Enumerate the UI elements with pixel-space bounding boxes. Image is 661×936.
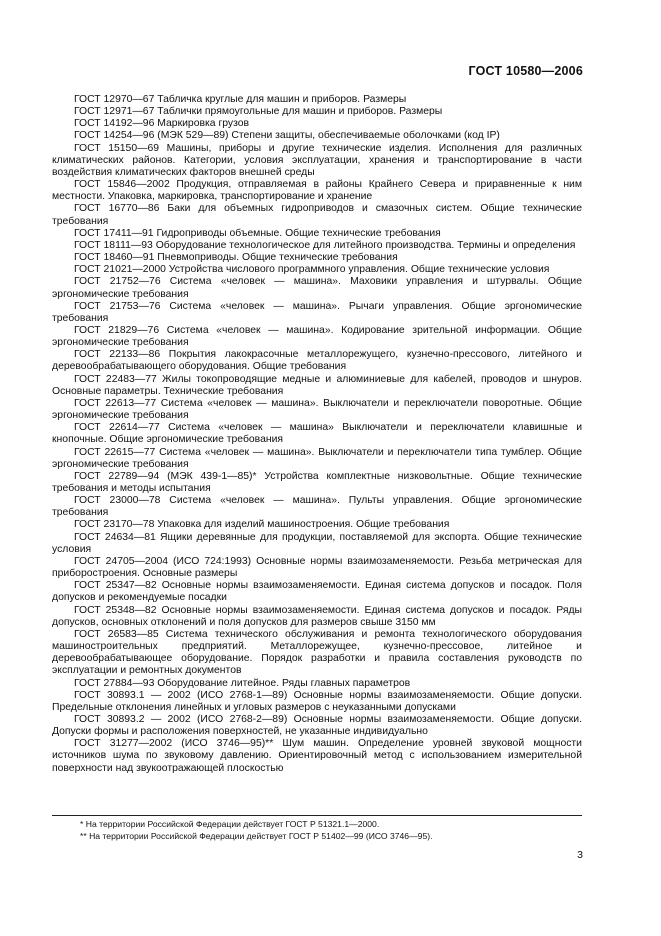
reference-paragraph: ГОСТ 16770—86 Баки для объемных гидроприводов и смазочных систем. Общие технические требования (52, 203, 582, 227)
reference-paragraph: ГОСТ 12971—67 Таблички прямоугольные для машин и приборов. Размеры (74, 106, 443, 118)
document-header: ГОСТ 10580—2006 (468, 64, 583, 78)
reference-paragraph: ГОСТ 22789—94 (МЭК 439-1—85)* Устройства комплектные низковольтные. Общие технические требования и методы испытания (52, 470, 582, 494)
normative-references-list (52, 94, 582, 775)
reference-paragraph: ГОСТ 21753—76 Система «человек — машина». Рычаги управления. Общие эргономические требования (52, 300, 582, 324)
reference-paragraph: ГОСТ 18460—91 Пневмоприводы. Общие технические требования (74, 252, 398, 264)
reference-paragraph: ГОСТ 30893.1 — 2002 (ИСО 2768-1—89) Основные нормы взаимозаменяемости. Общие допуски. Предельные отклонения линейных и угловых размеров с неуказанными допусками (52, 689, 582, 713)
reference-paragraph: ГОСТ 24705—2004 (ИСО 724:1993) Основные нормы взаимозаменяемости. Резьба метрическая для приборостроения. Основные размеры (52, 555, 582, 580)
reference-paragraph: ГОСТ 31277—2002 (ИСО 3746—95)** Шум машин. Определение уровней звуковой мощности источников шума по звуковому давлению. Ориентировочный метод с использованием измерительной поверхности над звукоотражающей плоскостью (52, 738, 582, 774)
reference-paragraph: ГОСТ 26583—85 Система технического обслуживания и ремонта технологического оборудования машиностроительных предприятий. Металлорежущее, кузнечно-прессовое, литейное и деревообрабатывающее оборудование. Порядок разработки и правила составления руководств по эксплуатации и ремонтных документов (52, 628, 582, 677)
reference-paragraph: ГОСТ 21021—2000 Устройства числового программного управления. Общие технические условия (74, 264, 550, 276)
reference-paragraph: ГОСТ 22133—86 Покрытия лакокрасочные металлорежущего, кузнечно-прессового, литейного и деревообрабатывающего оборудования. Общие требования (52, 349, 582, 373)
reference-paragraph: ГОСТ 17411—91 Гидроприводы объемные. Общие технические требования (74, 227, 441, 239)
reference-paragraph: ГОСТ 23000—78 Система «человек — машина». Пульты управления. Общие эргономические требования (52, 495, 582, 519)
reference-paragraph: ГОСТ 22613—77 Система «человек — машина». Выключатели и переключатели поворотные. Общие эргономические требования (52, 397, 582, 422)
reference-paragraph: ГОСТ 30893.2 — 2002 (ИСО 2768-2—89) Основные нормы взаимозаменяемости. Общие допуски. Допуски формы и расположения поверхностей, не указанные индивидуально (52, 713, 582, 738)
reference-paragraph: ГОСТ 23170—78 Упаковка для изделий машиностроения. Общие требования (74, 519, 450, 531)
reference-paragraph: ГОСТ 14254—96 (МЭК 529—89) Степени защиты, обеспечиваемые оболочками (код IP) (74, 130, 500, 142)
reference-paragraph: ГОСТ 22614—77 Система «человек — машина» Выключатели и переключатели клавишные и кнопочные. Общие эргономические требования (52, 422, 582, 446)
reference-paragraph: ГОСТ 18111—93 Оборудование технологическое для литейного производства. Термины и определения (74, 239, 576, 251)
footnote: ** На территории Российской Федерации действует ГОСТ Р 51402—99 (ИСО 3746—95). (80, 830, 433, 841)
reference-paragraph: ГОСТ 25348—82 Основные нормы взаимозаменяемости. Единая система допусков и посадок. Ряды допусков, основных отклонений и поля допусков для размеров свыше 3150 мм (52, 604, 582, 628)
reference-paragraph: ГОСТ 12970—67 Табличка круглые для машин и приборов. Размеры (74, 94, 407, 105)
reference-paragraph: ГОСТ 22615—77 Система «человек — машина». Выключатели и переключатели типа тумблер. Общие эргономические требования (52, 446, 582, 470)
reference-paragraph: ГОСТ 24634—81 Ящики деревянные для продукции, поставляемой для экспорта. Общие технические условия (52, 531, 582, 555)
footnote: * На территории Российской Федерации действует ГОСТ Р 51321.1—2000. (80, 819, 380, 829)
reference-paragraph: ГОСТ 15150—69 Машины, приборы и другие технические изделия. Исполнения для различных климатических районов. Категории, условия эксплуатации, хранения и транспортирование в части воздействия климатических факторов внешней среды (52, 142, 582, 178)
footnotes (52, 815, 582, 842)
reference-paragraph: ГОСТ 14192—96 Маркировка грузов (74, 118, 250, 130)
reference-paragraph: ГОСТ 27884—93 Оборудование литейное. Ряды главных параметров (74, 677, 411, 689)
reference-paragraph: ГОСТ 25347—82 Основные нормы взаимозаменяемости. Единая система допусков и посадок. Поля допусков и рекомендуемые посадки (52, 580, 582, 604)
page-number: 3 (577, 849, 583, 861)
reference-paragraph: ГОСТ 22483—77 Жилы токопроводящие медные и алюминиевые для кабелей, проводов и шнуров. Основные параметры. Технические требования (52, 373, 582, 397)
reference-paragraph: ГОСТ 15846—2002 Продукция, отправляемая в районы Крайнего Севера и приравненные к ним местности. Упаковка, маркировка, транспортирование и хранение (52, 179, 582, 203)
reference-paragraph: ГОСТ 21752—76 Система «человек — машина». Маховики управления и штурвалы. Общие эргономические требования (52, 276, 582, 300)
reference-paragraph: ГОСТ 21829—76 Система «человек — машина». Кодирование зрительной информации. Общие эргономические требования (52, 324, 582, 349)
